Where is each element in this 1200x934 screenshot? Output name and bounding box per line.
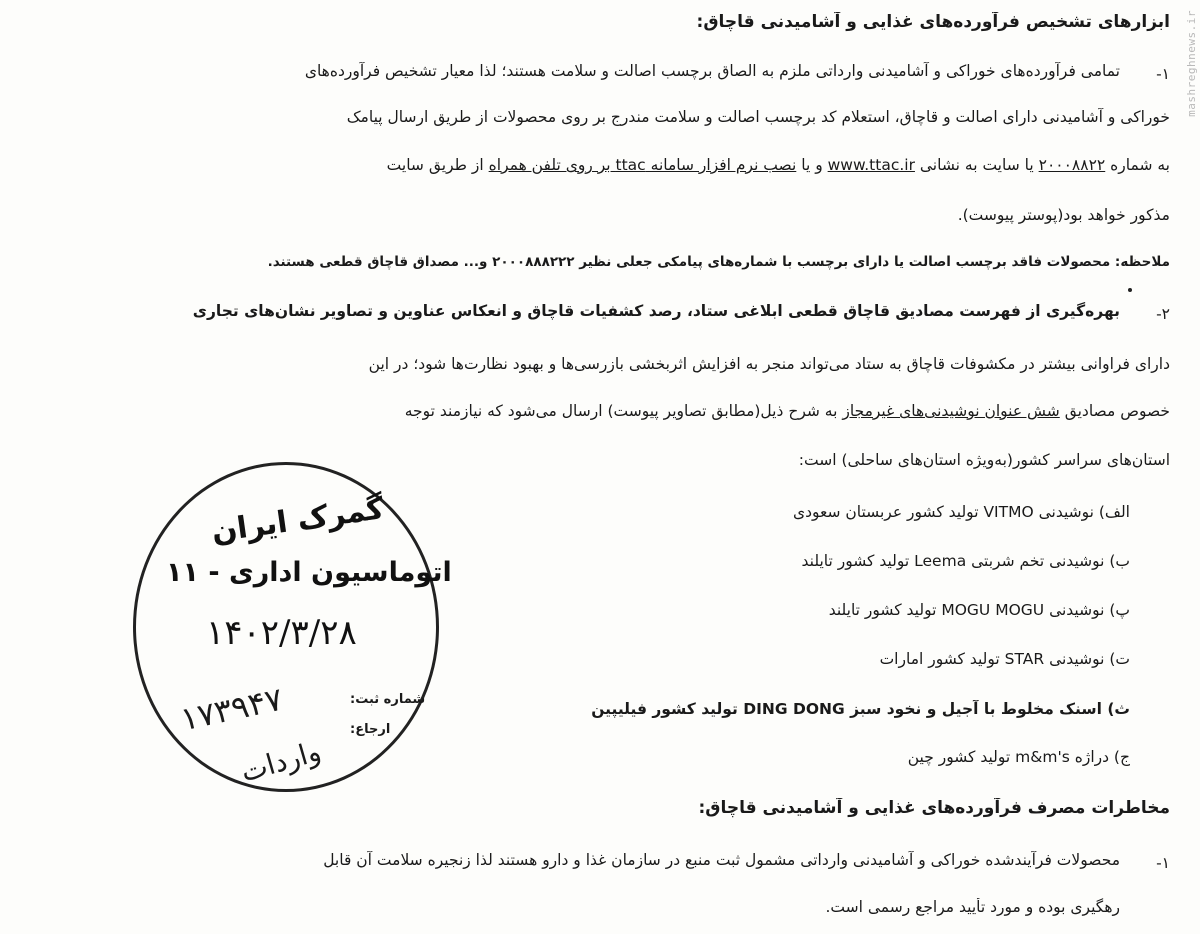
text: خصوص مصادیق xyxy=(1064,402,1170,420)
section1-p2-line1: بهره‌گیری از فهرست مصادیق قاچاق قطعی ابلاغی ستاد، رصد کشفیات قاچاق و انعکاس عناوین و تصاویر نشان‌های تجاری xyxy=(192,302,1120,320)
text: به شرح ذیل(مطابق تصاویر پیوست) ارسال می‌شود که نیازمند توجه xyxy=(404,402,838,420)
list-item: پ) نوشیدنی MOGU MOGU تولید کشور تایلند xyxy=(828,601,1130,619)
stamp-org: گمرک ایران xyxy=(209,491,387,550)
text: تمامی فرآورده‌های خوراکی و آشامیدنی وارداتی ملزم به الصاق برچسب اصالت و سلامت هستند؛ لذا معیار تشخیص فرآورده‌های xyxy=(304,62,1120,80)
section2-title: مخاطرات مصرف فرآورده‌های غذایی و آشامیدنی قاچاق: xyxy=(698,798,1170,818)
section1-p1-number: ۱- xyxy=(1156,65,1170,83)
website-link: www.ttac.ir xyxy=(827,156,915,174)
underlined-phrase: شش عنوان نوشیدنی‌های غیرمجاز xyxy=(842,402,1060,420)
section2-p1-line1: محصولات فرآیندشده خوراکی و آشامیدنی وارداتی مشمول ثبت منبع در سازمان غذا و دارو هستند لذا زنجیره سلامت آن قابل xyxy=(323,851,1120,869)
section1-p2-line2: دارای فراوانی بیشتر در مکشوفات قاچاق به ستاد می‌تواند منجر به افزایش اثربخشی بازرسی‌ها و بهبود نظارت‌ها شود؛ در این xyxy=(368,355,1170,373)
handwritten-registration-number: ۱۷۳۹۴۷ xyxy=(177,679,286,739)
section1-p2-line3 xyxy=(14,402,1170,421)
list-item: ب) نوشیدنی تخم شربتی Leema تولید کشور تایلند xyxy=(801,552,1130,570)
list-item: ث) اسنک مخلوط با آجیل و نخود سبز DING DONG تولید کشور فیلیپین xyxy=(591,700,1130,718)
stamp-date: ۱۴۰۲/۳/۲۸ xyxy=(206,613,357,653)
section1-p2-number: ۲- xyxy=(1156,305,1170,323)
registration-label: شماره ثبت: xyxy=(350,692,426,707)
app-instruction: نصب نرم افزار سامانه ttac بر روی تلفن همراه xyxy=(488,156,797,174)
stamp-department: اتوماسیون اداری - ۱۱ xyxy=(166,557,452,588)
section1-title: ابزارهای تشخیص فرآورده‌های غذایی و آشامیدنی قاچاق: xyxy=(696,12,1170,32)
section2-p1-line2: رهگیری بوده و مورد تأیید مراجع رسمی است. xyxy=(825,898,1120,916)
section1-p1-line3 xyxy=(14,156,1170,175)
section1-note: ملاحظه: محصولات فاقد برچسب اصالت یا دارای برچسب با شماره‌های پیامکی جعلی نظیر ۲۰۰۰۸۸۸۲۲۲ و... مصداق قاچاق قطعی هستند. xyxy=(267,254,1170,270)
section1-p1-line2: خوراکی و آشامیدنی دارای اصالت و قاچاق، استعلام کد برچسب اصالت و سلامت مندرج بر روی محصولات از طریق ارسال پیامک xyxy=(346,108,1170,126)
section1-p1-line1 xyxy=(14,62,1120,81)
list-item: ت) نوشیدنی STAR تولید کشور امارات xyxy=(879,650,1130,668)
section1-p1-line4: مذکور خواهد بود(پوستر پیوست). xyxy=(957,206,1170,224)
text: و یا xyxy=(801,156,823,174)
referral-label: ارجاع: xyxy=(350,722,391,737)
text: به شماره xyxy=(1110,156,1170,174)
section2-p1-number: ۱- xyxy=(1156,854,1170,872)
speck xyxy=(1128,288,1132,292)
list-item: الف) نوشیدنی VITMO تولید کشور عربستان سعودی xyxy=(792,503,1130,521)
site-watermark: mashreghnews.ir xyxy=(1185,10,1198,117)
text: یا سایت به نشانی xyxy=(919,156,1034,174)
section1-p2-line4: استان‌های سراسر کشور(به‌ویژه استان‌های ساحلی) است: xyxy=(798,451,1170,469)
sms-number: ۲۰۰۰۸۸۲۲ xyxy=(1038,156,1106,174)
list-item: ج) دراژه m&m's تولید کشور چین xyxy=(907,748,1130,766)
text: از طریق سایت xyxy=(386,156,484,174)
handwritten-referral: واردات xyxy=(237,734,325,789)
